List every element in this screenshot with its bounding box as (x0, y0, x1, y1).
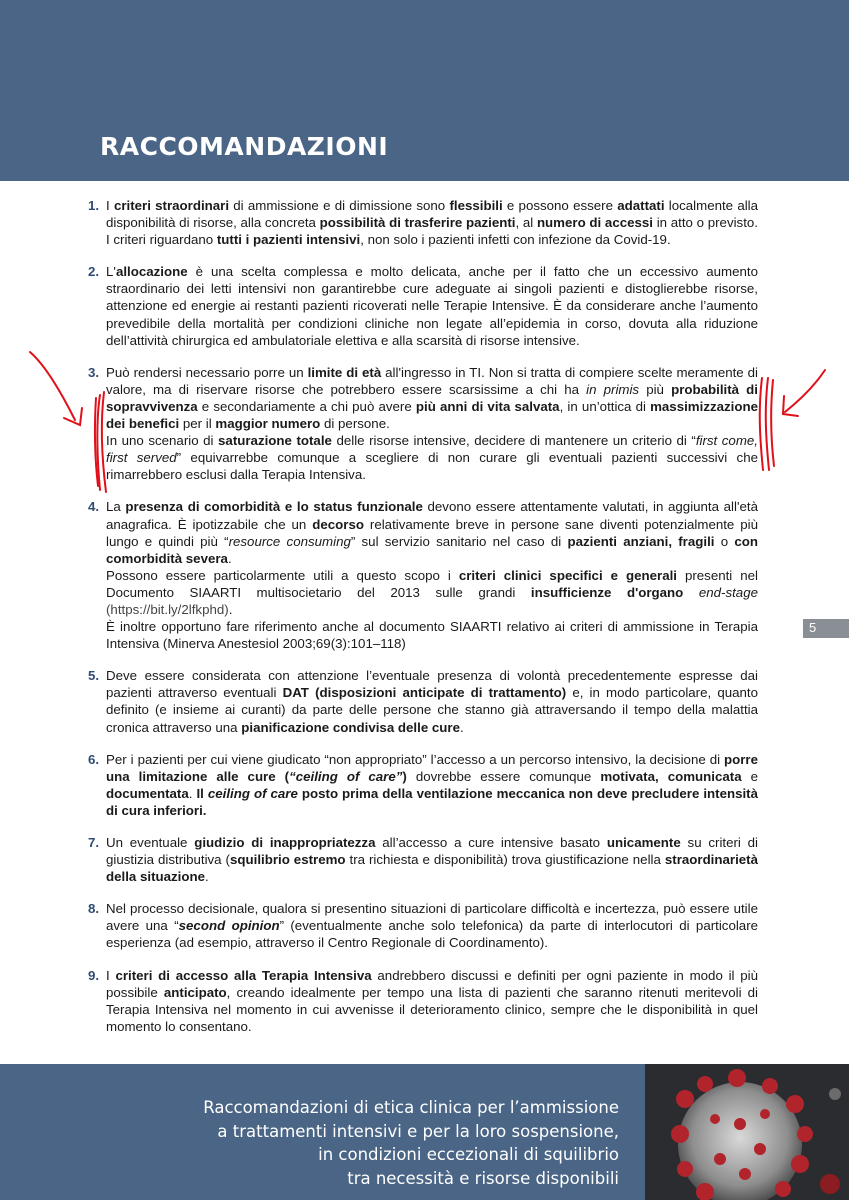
item-paragraph: L'allocazione è una scelta complessa e molto delicata, anche per il fatto che un eccessivo aumento straordinario dei letti intensivi non garantirebbe cure adeguate ai singoli pazienti e distoglierebbe risorse, attenzione ed energie ai restanti pazienti ricoverati nelle Terapie Intensive. È da considerare anche l’aumento prevedibile della mortalità per condizioni cliniche non legate all’epidemia in corso, dovuta alla riduzione dell’attività chirurgica ed ambulatoriale elettiva e alla scarsità di risorse intensive. (106, 264, 758, 348)
item-number: 4. (88, 499, 100, 515)
footer-title (203, 1096, 619, 1190)
item-paragraph: Deve essere considerata con attenzione l’eventuale presenza di volontà precedentemente espresse dai pazienti attraverso eventuali DAT (disposizioni anticipate di trattamento) e, in modo particolare, quanto definito (e insieme ai curanti) da parte delle persone che stanno già attraversando il tempo della malattia cronica attraverso una pianificazione condivisa delle cure. (106, 668, 759, 735)
item-paragraph: I criteri di accesso alla Terapia Intensiva andrebbero discussi e definiti per ogni paziente in modo il più possibile anticipato, creando idealmente per tempo una lista di pazienti che saranno ritenuti meritevoli di Terapia Intensiva nel momento in cui avvenisse il deterioramento clinico, sempre che le disponibilità in quel momento lo consentano. (106, 967, 758, 1034)
item-paragraph: Possono essere particolarmente utili a questo scopo i criteri clinici specifici e generali presenti nel Documento SIAARTI multisocietario del 2013 sulle grandi insufficienze d'organo end-stage (https://bit.ly/2lfkphd). (106, 567, 758, 617)
coronavirus-image (645, 1064, 849, 1200)
item-paragraph: I criteri straordinari di ammissione e di dimissione sono flessibili e possono essere adattati localmente alla disponibilità di risorse, alla concreta possibilità di trasferire pazienti, al numero di accessi in atto o previsto. I criteri riguardano tutti i pazienti intensivi, non solo i pazienti infetti con infezione da Covid-19. (106, 198, 759, 248)
page-header (0, 0, 849, 181)
page-number-tab (803, 619, 849, 638)
item-number: 9. (88, 967, 100, 983)
recommendations-list (88, 197, 758, 1050)
page-number: 5 (809, 620, 817, 635)
page-footer (0, 1064, 849, 1200)
recommendation-item (88, 364, 758, 484)
recommendation-item (88, 834, 758, 885)
item-number: 2. (88, 264, 100, 280)
recommendation-item (88, 967, 758, 1035)
recommendation-item (88, 197, 758, 248)
page-title: RACCOMANDAZIONI (100, 132, 389, 161)
item-paragraph: Nel processo decisionale, qualora si presentino situazioni di particolare difficoltà e incertezza, può essere utile avere una “second opinion” (eventualmente anche solo telefonica) da parte di interlocutori di particolare esperienza (ad esempio, attraverso il Centro Regionale di Coordinamento). (106, 901, 759, 951)
item-number: 7. (88, 835, 100, 850)
item-number: 1. (88, 198, 100, 213)
item-paragraph: È inoltre opportuno fare riferimento anche al documento SIAARTI relativo ai criteri di ammissione in Terapia Intensiva (Minerva Anestesiol 2003;69(3):101–118) (106, 619, 758, 652)
recommendation-item (88, 900, 758, 951)
recommendation-item (88, 263, 758, 348)
recommendation-item (88, 498, 758, 652)
item-paragraph: La presenza di comorbidità e lo status funzionale devono essere attentamente valutati, in aggiunta all'età anagrafica. È ipotizzabile che un decorso relativamente breve in persone sane diventi potenzialmente più lungo e quindi più “resource consuming” sul servizio sanitario nel caso di pazienti anziani, fragili o con comorbidità severa. (106, 499, 758, 566)
footer-title-line: in condizioni eccezionali di squilibrio (318, 1145, 619, 1164)
item-number: 3. (88, 364, 100, 380)
item-paragraph: Un eventuale giudizio di inappropriatezza all’accesso a cure intensive basato unicamente su criteri di giustizia distributiva (squilibrio estremo tra richiesta e disponibilità) trova giustificazione nella straordinarietà della situazione. (106, 835, 758, 885)
recommendation-item (88, 751, 758, 819)
footer-title-line: Raccomandazioni di etica clinica per l’ammissione (203, 1098, 619, 1117)
item-paragraph: In uno scenario di saturazione totale delle risorse intensive, decidere di mantenere un criterio di “first come, first served” equivarrebbe comunque a scegliere di non curare gli eventuali pazienti successivi che rimarrebbero esclusi dalla Terapia Intensiva. (106, 433, 758, 483)
footer-title-line: a trattamenti intensivi e per la loro sospensione, (217, 1121, 619, 1141)
reference-link[interactable]: (https://bit.ly/2lfkphd) (106, 601, 229, 617)
item-number: 5. (88, 668, 100, 684)
item-paragraph: Può rendersi necessario porre un limite di età all'ingresso in TI. Non si tratta di compiere scelte meramente di valore, ma di riservare risorse che potrebbero essere scarsissime a chi ha in primis più probabilità di sopravvivenza e secondariamente a chi può avere più anni di vita salvata, in un’ottica di massimizzazione dei benefici per il maggior numero di persone. (106, 364, 758, 432)
recommendation-item (88, 667, 758, 735)
footer-title-line: tra necessità e risorse disponibili (347, 1168, 619, 1188)
item-number: 6. (88, 751, 100, 767)
item-paragraph: Per i pazienti per cui viene giudicato “non appropriato” l’accesso a un percorso intensivo, la decisione di porre una limitazione alle cure (“ceiling of care”) dovrebbe essere comunque motivata, comunicata e documentata. Il ceiling of care posto prima della ventilazione meccanica non deve precludere intensità di cura inferiori. (106, 751, 759, 818)
item-number: 8. (88, 901, 100, 917)
